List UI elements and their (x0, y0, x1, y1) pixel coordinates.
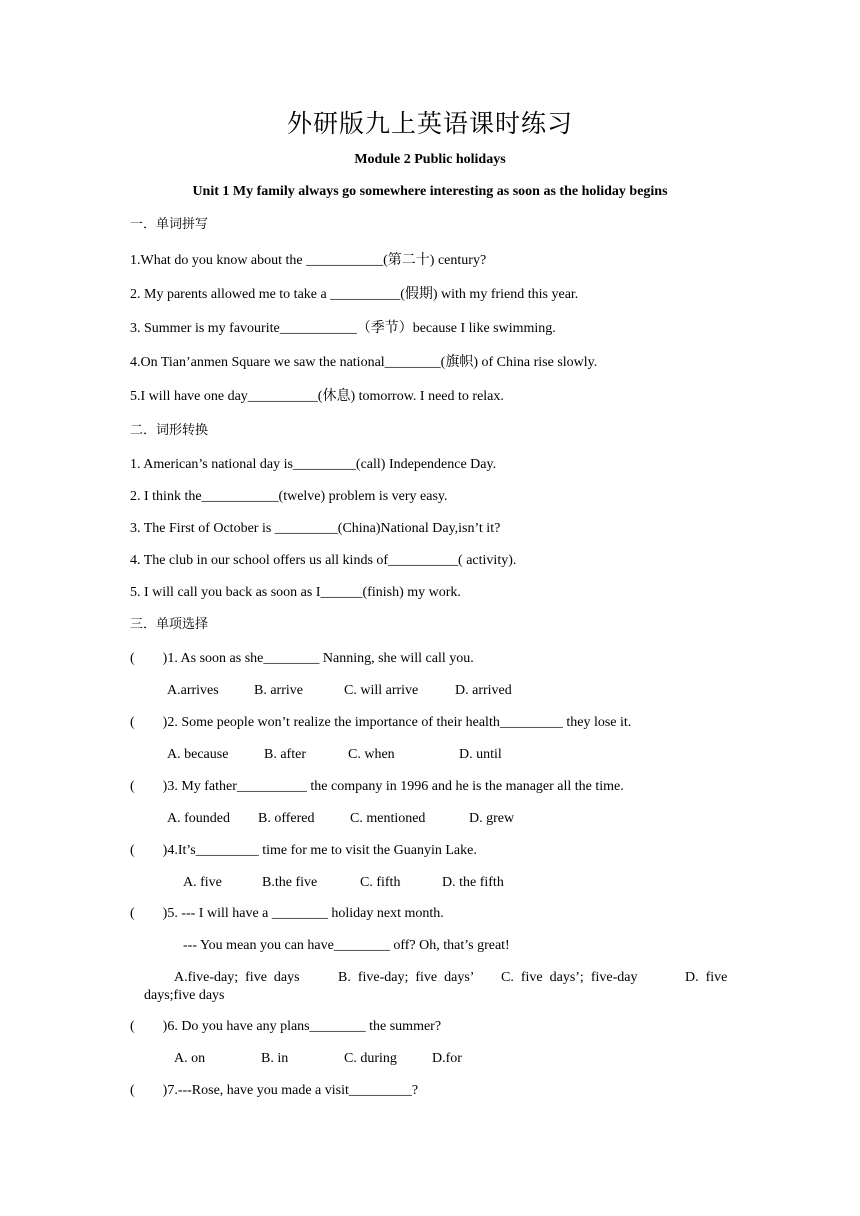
question-4-option-b: B.the five (262, 875, 318, 890)
question-7-stem: ( )7.---Rose, have you made a visit_________? (130, 1083, 419, 1098)
section2-heading: 二．词形转换 (130, 423, 209, 438)
section2-item-1: 1. American’s national day is_________(call) Independence Day. (130, 457, 497, 472)
question-1-stem: ( )1. As soon as she________ Nanning, she will call you. (130, 651, 474, 666)
question-6-stem: ( )6. Do you have any plans________ the summer? (130, 1019, 442, 1034)
question-5-option-d-wrap: days;five days (144, 988, 225, 1003)
question-3-option-c: C. mentioned (350, 811, 426, 826)
question-4-option-c: C. fifth (360, 875, 401, 890)
question-6-option-b: B. in (261, 1051, 289, 1066)
question-2-option-d: D. until (459, 747, 502, 762)
question-2-option-a: A. because (167, 747, 229, 762)
question-4-option-a: A. five (183, 875, 222, 890)
question-2-option-b: B. after (264, 747, 306, 762)
question-6-option-a: A. on (174, 1051, 206, 1066)
section1-item-2: 2. My parents allowed me to take a __________(假期) with my friend this year. (130, 287, 579, 302)
module-heading: Module 2 Public holidays (354, 152, 506, 167)
section2-item-5: 5. I will call you back as soon as I______(finish) my work. (130, 585, 461, 600)
question-5-stem: ( )5. --- I will have a ________ holiday next month. (130, 906, 444, 921)
question-3-option-b: B. offered (258, 811, 315, 826)
question-5-option-a: A.five-day; five days (174, 970, 300, 985)
section2-item-3: 3. The First of October is _________(China)National Day,isn’t it? (130, 521, 501, 536)
unit-heading: Unit 1 My family always go somewhere interesting as soon as the holiday begins (192, 184, 668, 199)
section1-item-4: 4.On Tian’anmen Square we saw the national________(旗帜) of China rise slowly. (130, 355, 598, 370)
section1-item-5: 5.I will have one day__________(休息) tomorrow. I need to relax. (130, 389, 504, 404)
question-5-option-b: B. five-day; five days’ (338, 970, 475, 985)
question-5-option-d: D. five (685, 970, 728, 985)
question-3-stem: ( )3. My father__________ the company in 1996 and he is the manager all the time. (130, 779, 624, 794)
question-5-option-c: C. five days’; five-day (501, 970, 638, 985)
question-4-stem: ( )4.It’s_________ time for me to visit the Guanyin Lake. (130, 843, 477, 858)
section2-item-4: 4. The club in our school offers us all kinds of__________( activity). (130, 553, 517, 568)
question-1-option-c: C. will arrive (344, 683, 419, 698)
section3-heading: 三．单项选择 (130, 617, 209, 632)
question-6-option-d: D.for (432, 1051, 462, 1066)
section1-item-1: 1.What do you know about the ___________(第二十) century? (130, 253, 487, 268)
page-title: 外研版九上英语课时练习 (286, 109, 573, 138)
question-3-option-d: D. grew (469, 811, 515, 826)
section1-heading: 一．单词拼写 (130, 217, 209, 232)
question-1-option-d: D. arrived (455, 683, 512, 698)
question-2-option-c: C. when (348, 747, 395, 762)
question-2-stem: ( )2. Some people won’t realize the importance of their health_________ they lose it. (130, 715, 632, 730)
question-4-option-d: D. the fifth (442, 875, 504, 890)
question-6-option-c: C. during (344, 1051, 397, 1066)
section2-item-2: 2. I think the___________(twelve) problem is very easy. (130, 489, 448, 504)
question-3-option-a: A. founded (167, 811, 230, 826)
question-1-option-b: B. arrive (254, 683, 303, 698)
question-5-reply: --- You mean you can have________ off? Oh, that’s great! (183, 938, 510, 953)
section1-item-3: 3. Summer is my favourite___________（季节）because I like swimming. (130, 321, 556, 336)
question-1-option-a: A.arrives (167, 683, 219, 698)
